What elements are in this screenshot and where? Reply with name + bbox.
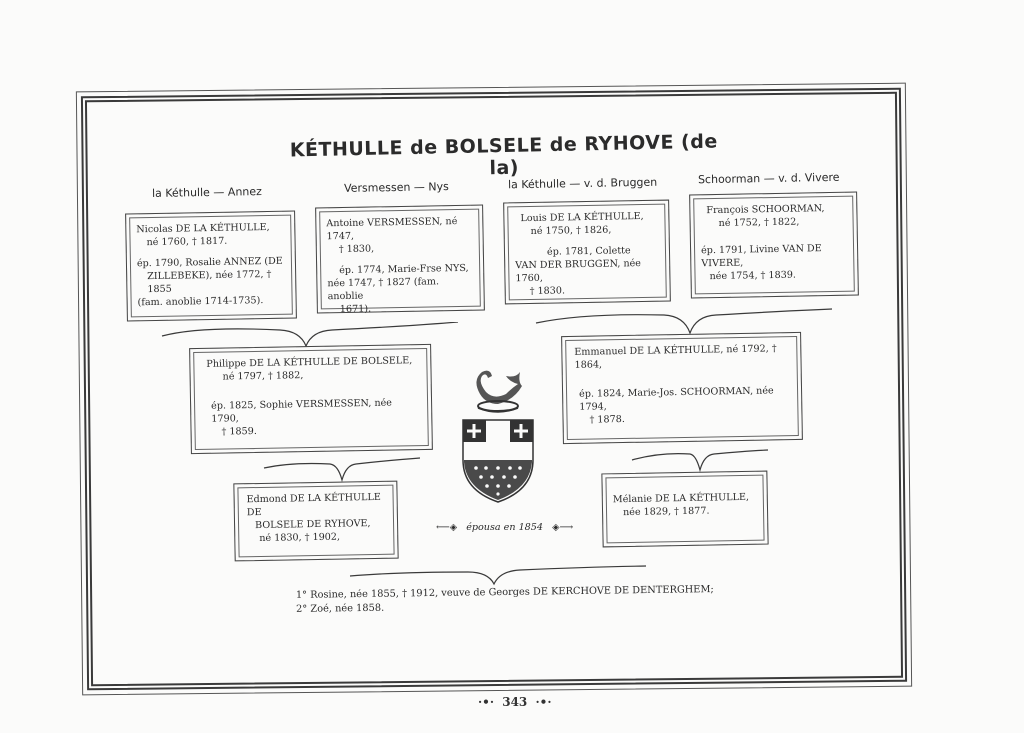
box-antoine	[315, 205, 485, 314]
box-line: ép. 1774, Marie-Frse NYS,	[339, 262, 469, 277]
arrow-left-icon: ⟵◈	[436, 522, 458, 533]
box-line: VAN DER BRUGGEN, née 1760,	[515, 258, 642, 285]
box-line: Nicolas DE LA KÉTHULLE,	[136, 221, 270, 236]
marriage-note	[436, 522, 573, 533]
box-line: Mélanie DE LA KÉTHULLE,	[612, 491, 750, 506]
ornament-icon: ·•·	[478, 695, 495, 709]
column-head-2: Versmessen — Nys	[343, 180, 449, 195]
box-melanie	[601, 471, 768, 548]
box-line: née 1829, † 1877.	[622, 505, 710, 519]
ornament-icon: ·•·	[535, 695, 552, 709]
box-louis	[503, 200, 671, 305]
box-line: né 1797, † 1882,	[222, 370, 304, 383]
box-line: Philippe DE LA KÉTHULLE DE BOLSELE,	[206, 355, 413, 370]
box-line: † 1830.	[529, 285, 566, 298]
box-line: 1671).	[339, 303, 372, 316]
box-line: † 1830,	[338, 243, 375, 256]
box-line: (fam. anoblie 1714-1735).	[137, 295, 264, 309]
box-line: né 1752, † 1822,	[718, 216, 800, 229]
box-line: né 1830, † 1902,	[259, 531, 341, 544]
page-number	[478, 695, 552, 709]
box-line: ép. 1781, Colette	[546, 245, 631, 258]
brace-mid-left	[262, 456, 422, 484]
box-line: ép. 1790, Rosalie ANNEZ (DE	[136, 255, 283, 270]
box-line: François SCHOORMAN,	[706, 203, 825, 217]
box-francois	[689, 192, 859, 299]
page-title: KÉTHULLE de BOLSELE de RYHOVE (de la)	[289, 130, 718, 180]
column-head-4: Schoorman — v. d. Vivere	[697, 170, 840, 187]
box-line: † 1878.	[589, 414, 625, 426]
box-line: né 1750, † 1826,	[530, 224, 612, 237]
children-line-1: 1° Rosine, née 1855, † 1912, veuve de Georges DE KERCHOVE DE DENTERGHEM;	[295, 584, 714, 601]
box-line: ép. 1791, Livine VAN DE VIVERE,	[700, 243, 822, 270]
box-line: née 1754, † 1839.	[709, 269, 797, 283]
box-edmond	[233, 481, 398, 562]
box-line: BOLSELE DE RYHOVE,	[254, 518, 371, 532]
children-line-2: 2° Zoé, née 1858.	[296, 602, 385, 615]
box-philippe	[189, 344, 433, 454]
box-line: ép. 1825, Sophie VERSMESSEN, née 1790,	[211, 397, 393, 425]
children-note	[296, 583, 714, 617]
page-number-text: 343	[502, 695, 528, 709]
box-line: Edmond DE LA KÉTHULLE DE	[246, 491, 381, 519]
column-head-1: la Kéthulle — Annez	[151, 185, 262, 200]
column-head-3: la Kéthulle — v. d. Bruggen	[507, 175, 658, 192]
box-line: ZILLEBEKE), née 1772, † 1855	[147, 268, 272, 296]
box-line: né 1760, † 1817.	[146, 235, 228, 249]
box-line: ép. 1824, Marie-Jos. SCHOORMAN, née 1794,	[578, 385, 774, 413]
marriage-note-text: épousa en 1854	[466, 522, 543, 533]
box-line: Antoine VERSMESSEN, né 1747,	[326, 215, 458, 243]
box-line: née 1747, † 1827 (fam. anoblie	[327, 276, 440, 303]
coat-of-arms-icon	[458, 364, 538, 504]
arrow-right-icon: ◈⟶	[552, 522, 574, 533]
box-nicolas	[125, 211, 297, 322]
box-line: Emmanuel DE LA KÉTHULLE, né 1792, † 1864,	[574, 343, 777, 371]
box-line: † 1859.	[221, 425, 257, 438]
box-emmanuel	[561, 332, 803, 444]
box-line: Louis DE LA KÉTHULLE,	[520, 211, 644, 225]
